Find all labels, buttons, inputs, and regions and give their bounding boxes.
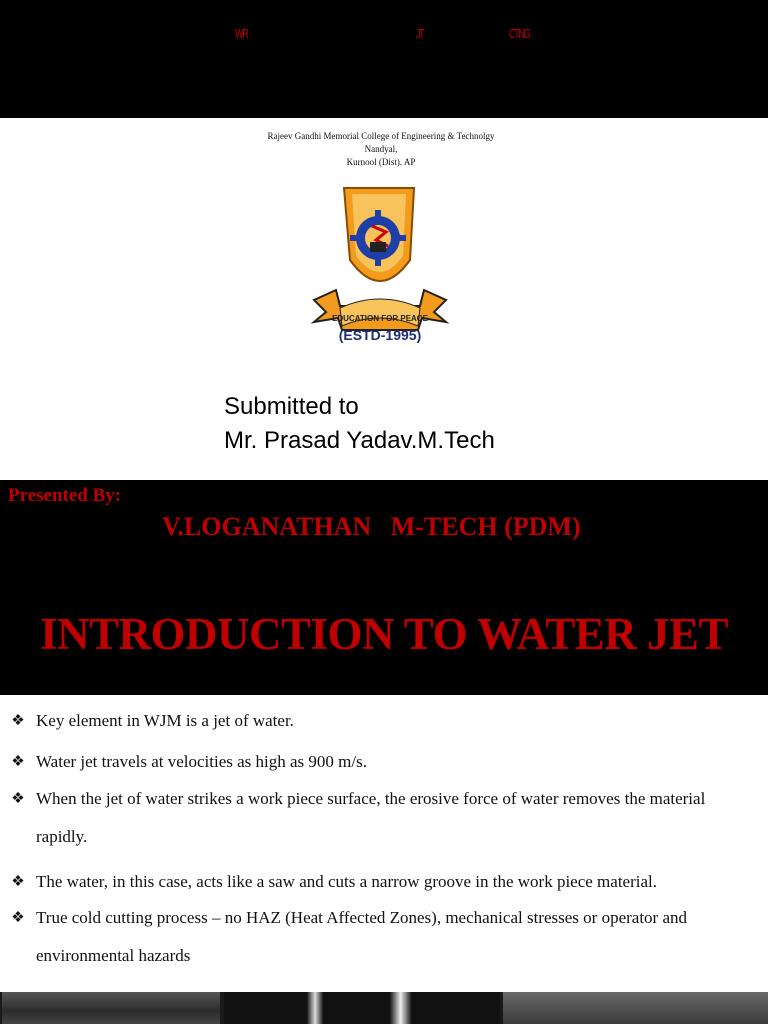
college-town: Nandyal, bbox=[364, 144, 398, 154]
college-district: Kurnool (Dist). AP bbox=[346, 157, 416, 167]
presenter-name: V.LOGANATHAN M-TECH (PDM) bbox=[162, 512, 581, 541]
college-logo-block bbox=[258, 118, 504, 350]
crest-motto: EDUCATION FOR PEACE bbox=[332, 314, 428, 323]
submission-block bbox=[224, 390, 495, 458]
machine-photo-2 bbox=[224, 992, 500, 1024]
machine-photo-3 bbox=[503, 992, 768, 1024]
submitted-to-name: Mr. Prasad Yadav.M.Tech bbox=[224, 427, 495, 454]
bullet-item: ❖ True cold cutting process – no HAZ (Heat Affected Zones), mechanical stresses or operator and environmental hazards bbox=[9, 899, 749, 975]
machine-photo-1 bbox=[2, 992, 220, 1024]
tiny-title-word-3: CTNG bbox=[509, 26, 530, 41]
tiny-title-word-1: WR bbox=[235, 26, 248, 41]
four-diamond-bullet-icon: ❖ bbox=[11, 791, 25, 807]
slide-title: INTRODUCTION TO WATER JET bbox=[39, 609, 729, 659]
bullet-item: ❖ Key element in WJM is a jet of water. bbox=[9, 702, 749, 740]
submitted-label: Submitted to bbox=[224, 393, 359, 420]
bullet-item: ❖ When the jet of water strikes a work piece surface, the erosive force of water removes the material rapidly. bbox=[9, 780, 749, 856]
four-diamond-bullet-icon: ❖ bbox=[11, 910, 25, 926]
header-band bbox=[0, 0, 768, 118]
four-diamond-bullet-icon: ❖ bbox=[11, 754, 25, 770]
four-diamond-bullet-icon: ❖ bbox=[11, 713, 25, 729]
tiny-title-word-2: JT bbox=[416, 26, 424, 41]
crest-estd: (ESTD-1995) bbox=[338, 327, 422, 343]
photo-strip bbox=[0, 992, 768, 1024]
four-diamond-bullet-icon: ❖ bbox=[11, 874, 25, 890]
presented-by-label: Presented By: bbox=[8, 485, 122, 506]
college-crest-icon bbox=[310, 180, 450, 345]
bullet-item: ❖ Water jet travels at velocities as high as 900 m/s. bbox=[9, 743, 749, 781]
bullet-item: ❖ The water, in this case, acts like a saw and cuts a narrow groove in the work piece material. bbox=[9, 863, 749, 901]
college-name: Rajeev Gandhi Memorial College of Engineering & Technolgy bbox=[267, 131, 495, 141]
